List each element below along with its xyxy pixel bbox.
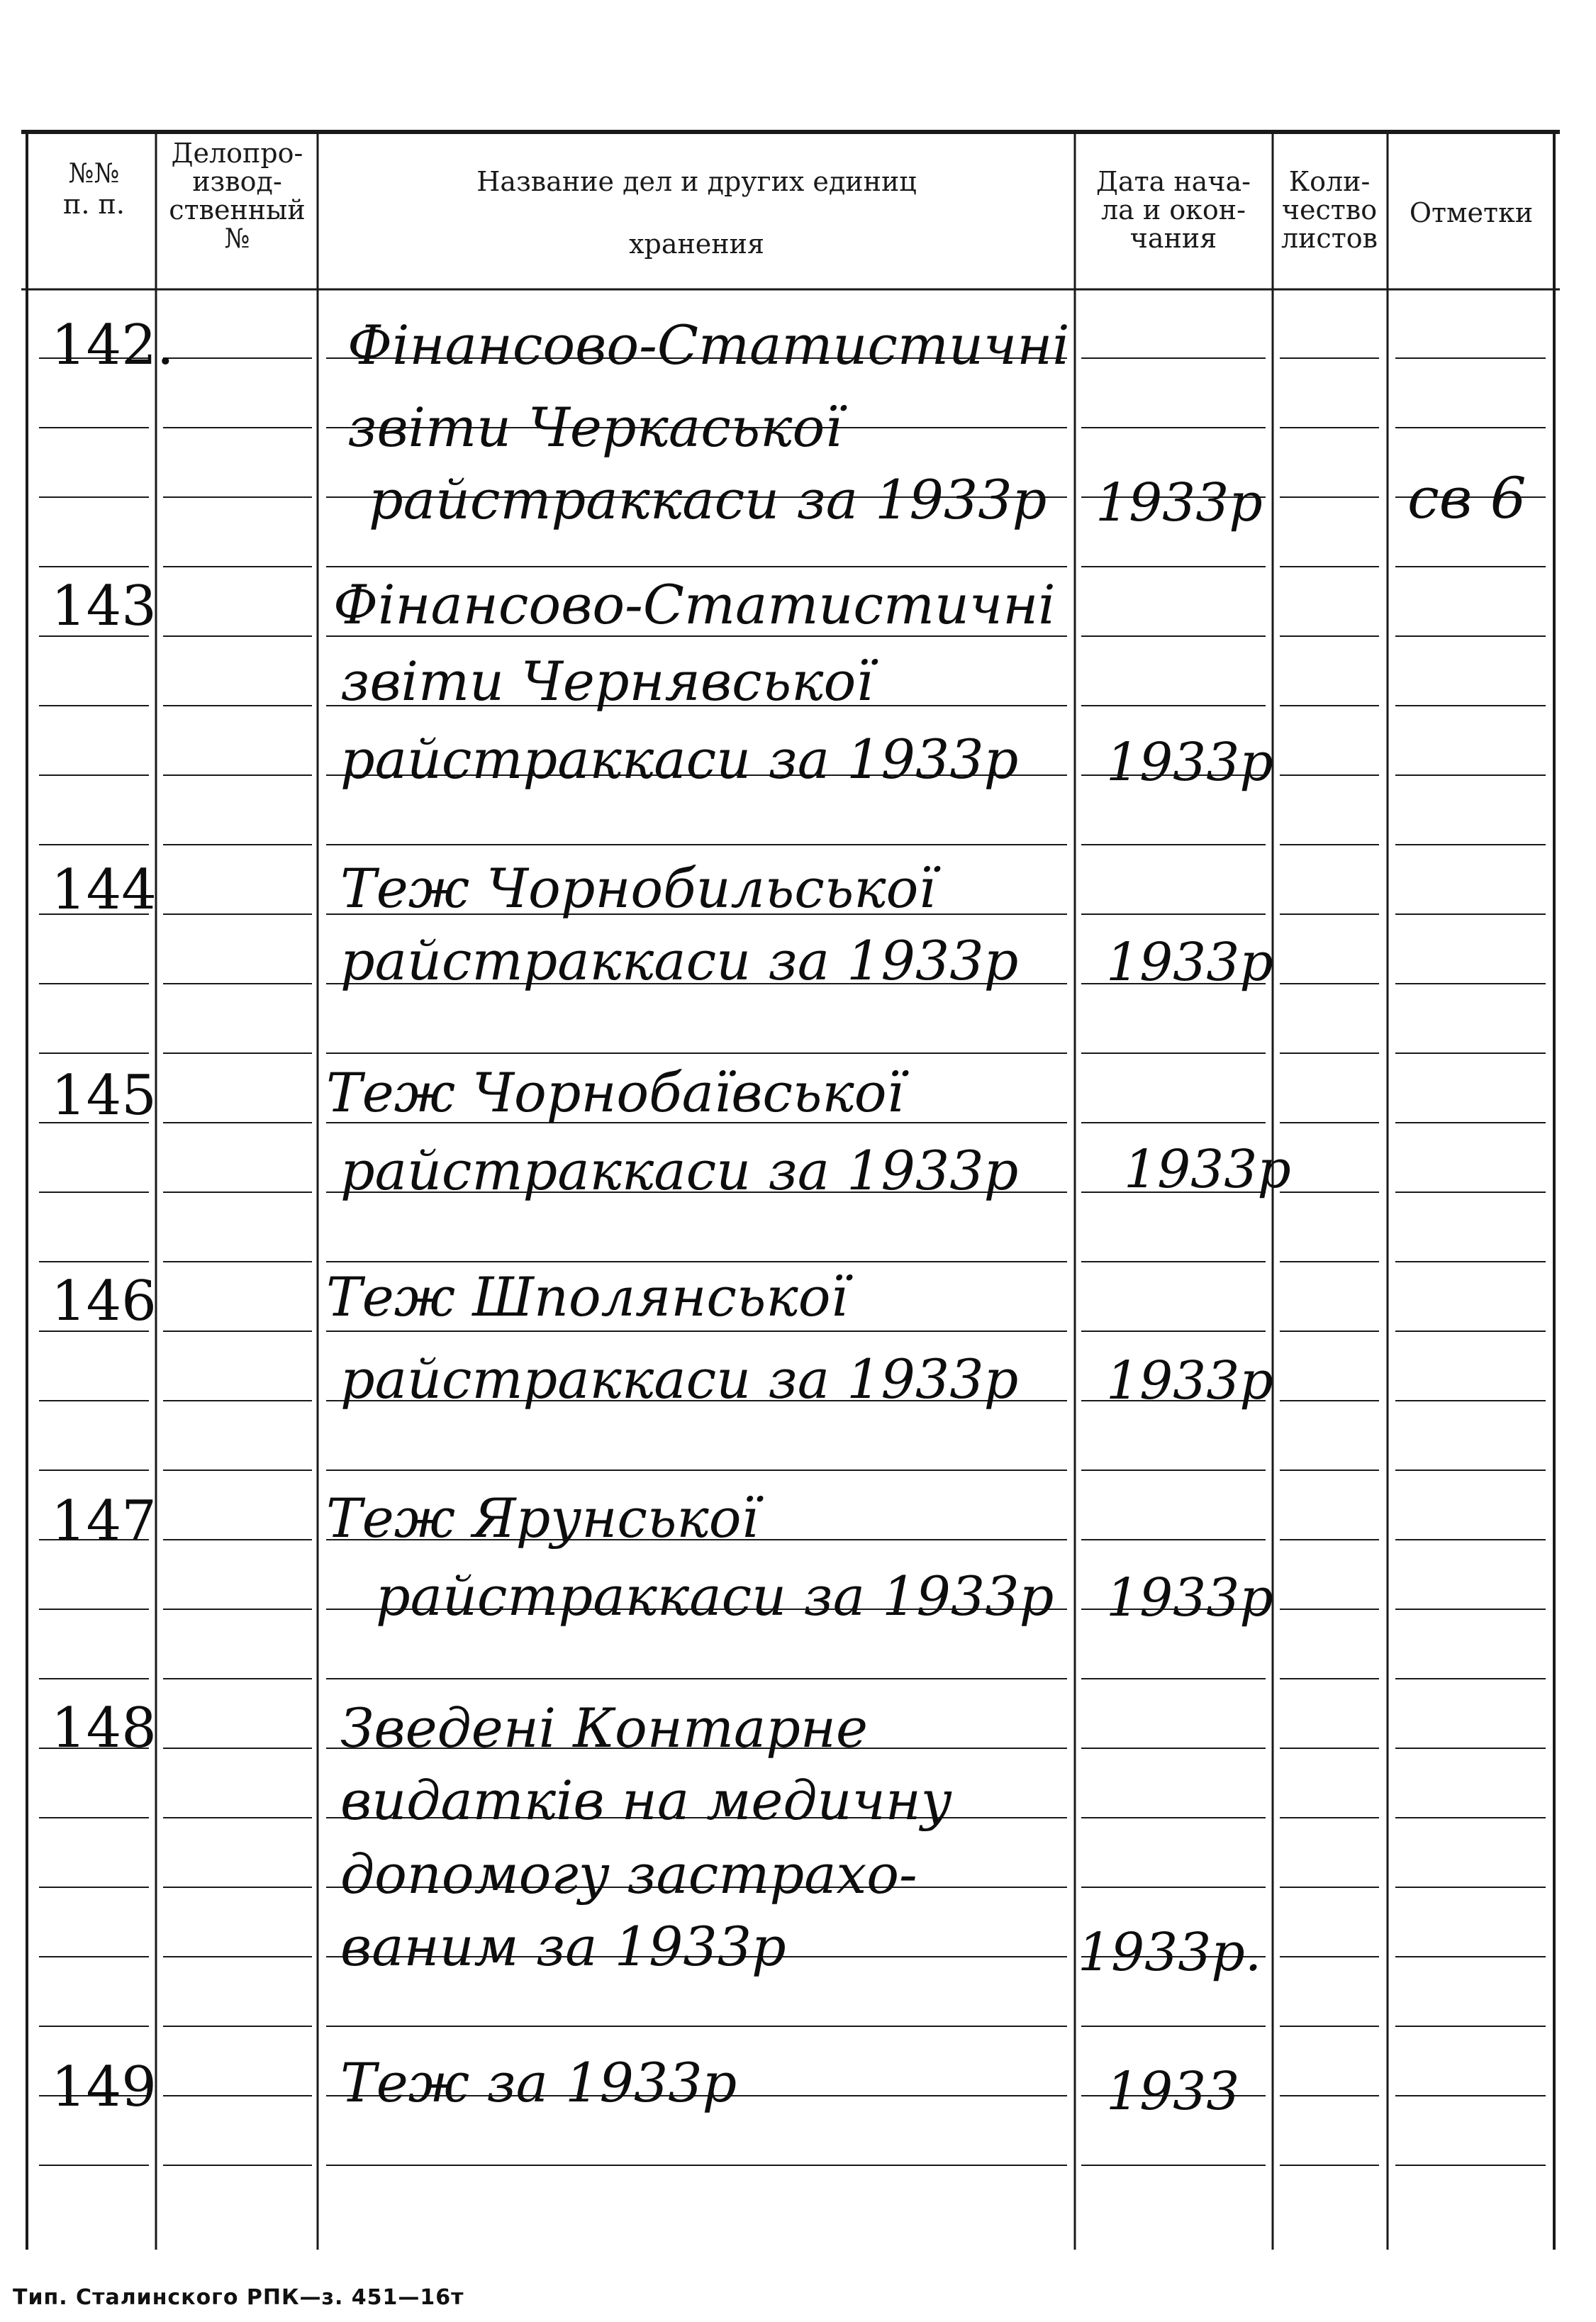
- row-date: 1933р: [1106, 932, 1273, 993]
- row-number: 145: [51, 1064, 157, 1128]
- row-title-line: звіти Черкаської: [347, 396, 842, 459]
- row-number: 142.: [51, 313, 174, 377]
- row-number: 146: [51, 1270, 157, 1333]
- header-number: №№ п. п.: [63, 157, 125, 220]
- row-number: 143: [51, 574, 157, 638]
- row-date: 1933р: [1106, 1350, 1273, 1411]
- row-title-line: Теж за 1933р: [340, 2051, 737, 2114]
- row-title-line: райстраккаси за 1933р: [369, 468, 1047, 531]
- printer-imprint: Тип. Сталинского РПК—з. 451—16т: [13, 2285, 464, 2310]
- row-notes: св 6: [1407, 465, 1527, 531]
- header-sheets: Коли- чество листов: [1280, 166, 1378, 254]
- row-title-line: Фінансово-Статистичні: [333, 573, 1056, 636]
- header-record-number: Делопро- извод- ственный №: [169, 138, 306, 254]
- row-title-line: Теж Чорнобаївської: [326, 1061, 904, 1124]
- row-number: 148: [51, 1696, 157, 1760]
- row-title-line: райстраккаси за 1933р: [376, 1565, 1054, 1628]
- row-title-line: Теж Ярунської: [326, 1487, 759, 1550]
- row-title-line: Теж Чорнобильської: [340, 857, 936, 920]
- row-title-line: Зведені Контарне: [340, 1696, 868, 1760]
- row-title-line: райстраккаси за 1933р: [340, 1139, 1019, 1202]
- row-title-line: допомогу застрахо-: [340, 1843, 917, 1906]
- row-date: 1933р: [1124, 1139, 1291, 1200]
- row-date: 1933: [1106, 2061, 1240, 2122]
- header-notes: Отметки: [1409, 197, 1534, 228]
- header-title: Название дел и других единиц хранения: [476, 166, 917, 260]
- row-title-line: видатків на медичну: [340, 1769, 952, 1832]
- row-date: 1933р: [1106, 732, 1273, 793]
- row-number: 149: [51, 2055, 157, 2119]
- row-title-line: райстраккаси за 1933р: [340, 728, 1019, 791]
- row-date: 1933р.: [1078, 1922, 1262, 1983]
- row-title-line: ваним за 1933р: [340, 1915, 786, 1978]
- row-title-line: Теж Шполянської: [326, 1265, 848, 1328]
- row-date: 1933р: [1106, 1567, 1273, 1628]
- row-date: 1933р: [1095, 472, 1263, 533]
- row-title-line: райстраккаси за 1933р: [340, 1348, 1019, 1411]
- row-title-line: Фінансово-Статистичні: [347, 313, 1070, 377]
- row-title-line: райстраккаси за 1933р: [340, 929, 1019, 992]
- header-dates: Дата нача- ла и окон- чания: [1096, 166, 1251, 254]
- row-title-line: звіти Чернявської: [340, 650, 874, 713]
- row-number: 144: [51, 858, 157, 922]
- row-number: 147: [51, 1489, 157, 1553]
